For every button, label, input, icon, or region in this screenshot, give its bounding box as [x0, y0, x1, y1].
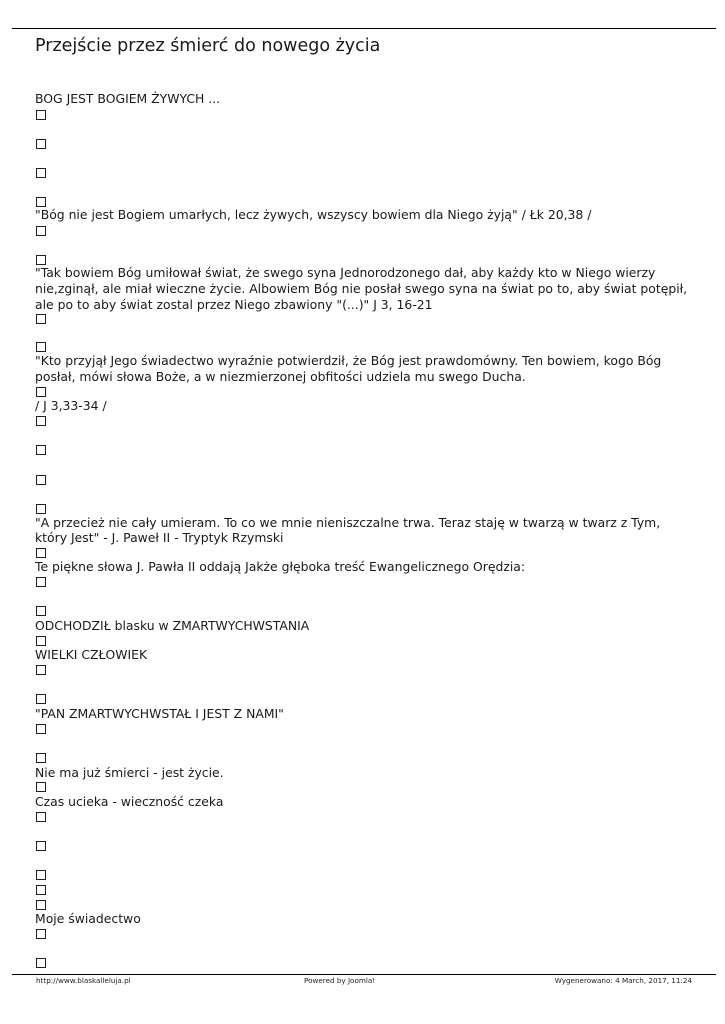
footer-generated-date: Wygenerowano: 4 March, 2017, 11:24	[554, 976, 692, 985]
text-line: WIELKI CZŁOWIEK	[35, 647, 148, 662]
text-line: posłał, mówi słowa Boże, a w niezmierzonej obfitości udziela mu swego Ducha.	[35, 369, 526, 384]
text-line: "Bóg nie jest Bogiem umarłych, lecz żywych, wszyscy bowiem dla Niego żyją" / Łk 20,38 /	[35, 207, 592, 222]
text-line: / J 3,33-34 /	[35, 398, 107, 413]
text-line: BOG JEST BOGIEM ŻYWYCH ...	[35, 91, 221, 106]
text-line: nie,zginął, ale miał wieczne życie. Albowiem Bóg nie posłał swego syna na świat po to, aby świat potępił,	[35, 281, 688, 296]
text-line: ale po to aby świat zostal przez Niego zbawiony "(...)" J 3, 16-21	[35, 297, 433, 312]
missing-glyph-box	[36, 416, 46, 426]
missing-glyph-box	[36, 812, 46, 822]
missing-glyph-box	[36, 958, 46, 968]
missing-glyph-box	[36, 885, 46, 895]
missing-glyph-box	[36, 548, 46, 558]
missing-glyph-box	[36, 445, 46, 455]
missing-glyph-box	[36, 577, 46, 587]
text-line: Czas ucieka - wieczność czeka	[35, 794, 224, 809]
missing-glyph-box	[36, 342, 46, 352]
page-title: Przejście przez śmierć do nowego życia	[35, 36, 381, 56]
text-line: Nie ma już śmierci - jest życie.	[35, 765, 224, 780]
text-line: ODCHODZIŁ blasku w ZMARTWYCHWSTANIA	[35, 618, 310, 633]
text-line: "PAN ZMARTWYCHWSTAŁ I JEST Z NAMI"	[35, 706, 284, 721]
missing-glyph-box	[36, 387, 46, 397]
missing-glyph-box	[36, 255, 46, 265]
missing-glyph-box	[36, 504, 46, 514]
missing-glyph-box	[36, 606, 46, 616]
missing-glyph-box	[36, 314, 46, 324]
missing-glyph-box	[36, 841, 46, 851]
text-line: Te piękne słowa J. Pawła II oddają Jakże głęboka treść Ewangelicznego Orędzia:	[35, 559, 526, 574]
missing-glyph-box	[36, 110, 46, 120]
footer-url: http://www.blaskalleluja.pl	[36, 976, 131, 985]
missing-glyph-box	[36, 168, 46, 178]
missing-glyph-box	[36, 636, 46, 646]
missing-glyph-box	[36, 694, 46, 704]
bottom-rule	[12, 974, 716, 975]
missing-glyph-box	[36, 782, 46, 792]
text-line: który Jest" - J. Paweł II - Tryptyk Rzymski	[35, 530, 284, 545]
missing-glyph-box	[36, 753, 46, 763]
missing-glyph-box	[36, 665, 46, 675]
text-line: Moje świadectwo	[35, 911, 141, 926]
top-rule	[12, 28, 716, 29]
missing-glyph-box	[36, 724, 46, 734]
footer-powered-by: Powered by Joomla!	[304, 976, 376, 985]
missing-glyph-box	[36, 929, 46, 939]
missing-glyph-box	[36, 870, 46, 880]
text-line: "Kto przyjął Jego świadectwo wyraźnie potwierdził, że Bóg jest prawdomówny. Ten bowiem, kogo Bóg	[35, 353, 662, 368]
text-line: "Tak bowiem Bóg umiłował świat, że swego syna Jednorodzonego dał, aby każdy kto w Niego wierzy	[35, 265, 656, 280]
missing-glyph-box	[36, 197, 46, 207]
text-line: "A przecież nie cały umieram. To co we mnie nieniszczalne trwa. Teraz staję w twarzą w twarz z Tym,	[35, 515, 661, 530]
missing-glyph-box	[36, 475, 46, 485]
missing-glyph-box	[36, 139, 46, 149]
missing-glyph-box	[36, 900, 46, 910]
missing-glyph-box	[36, 226, 46, 236]
